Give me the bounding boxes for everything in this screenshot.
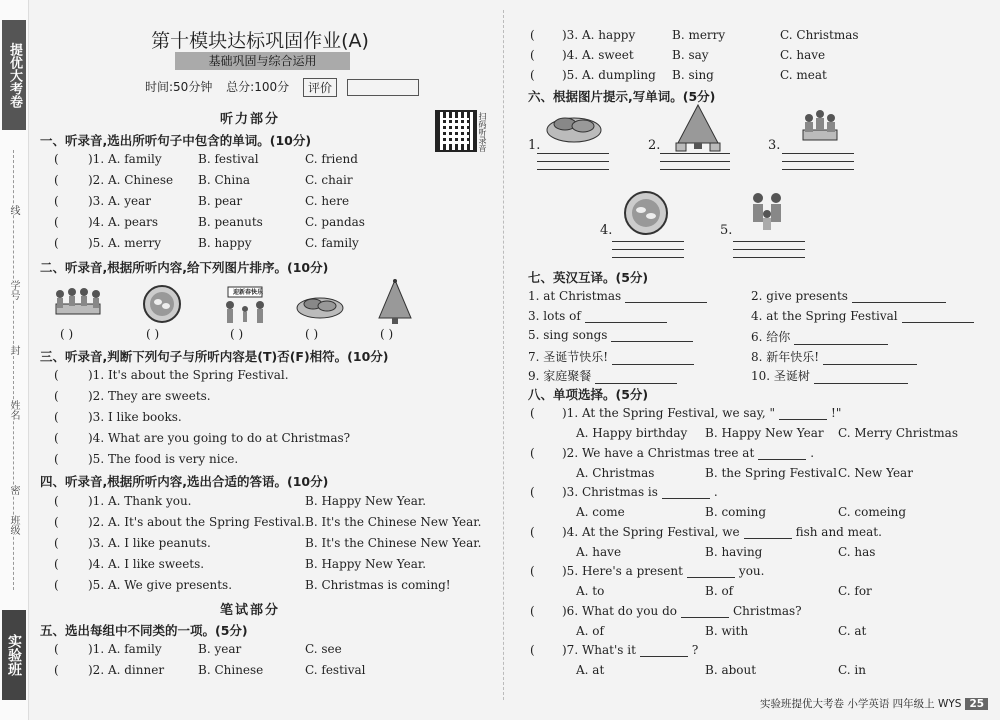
choice-c: C. friend	[305, 152, 358, 166]
answer-paren[interactable]: (	[54, 642, 59, 656]
time-limit: 时间:50分钟	[145, 80, 213, 94]
section-1-title: 一、听录音,选出所听句子中包含的单词。(10分)	[40, 133, 312, 148]
answer-blank[interactable]	[612, 364, 694, 365]
option-b: B. having	[705, 544, 763, 559]
option-a: A. come	[576, 505, 625, 519]
choice-a: )3. A. happy	[562, 28, 636, 42]
reply-a: )3. A. I like peanuts.	[88, 536, 211, 550]
statement: )5. The food is very nice.	[88, 452, 239, 466]
choice-c: C. have	[780, 48, 826, 62]
pic-num-1: 1.	[528, 138, 541, 153]
answer-blank[interactable]	[852, 302, 946, 303]
answer-paren[interactable]: (	[54, 173, 59, 187]
option-a: A. of	[576, 623, 604, 638]
choice-b: B. say	[672, 48, 709, 62]
option-c: C. New Year	[838, 465, 913, 480]
page-number: 25	[965, 698, 988, 710]
stem-text-end: you.	[738, 564, 765, 578]
choice-a: )1. A. family	[88, 152, 162, 166]
reply-b: B. It's the Chinese New Year.	[305, 536, 482, 550]
choice-a: )2. A. dinner	[88, 663, 165, 677]
option-a: A. Happy birthday	[576, 426, 688, 440]
page-divider	[503, 10, 504, 700]
translate-item	[528, 289, 707, 303]
translate-prompt: 3. lots of	[528, 308, 581, 323]
option-c: C. Merry Christmas	[838, 426, 958, 440]
stem-text: )2. We have a Christmas tree at	[562, 445, 755, 460]
stem-text-end: .	[713, 485, 718, 499]
brand-label-bottom: 实验班	[2, 610, 26, 700]
translate-item	[528, 328, 693, 342]
answer-lines-4[interactable]	[612, 234, 684, 258]
stem-text-end: ?	[691, 643, 699, 657]
answer-lines-3[interactable]	[782, 146, 854, 170]
answer-paren[interactable]: (	[54, 494, 59, 508]
section-6-title: 六、根据图片提示,写单词。(5分)	[528, 89, 716, 104]
section-8-title: 八、单项选择。(5分)	[528, 387, 649, 402]
right-page	[520, 0, 960, 720]
answer-paren[interactable]: (	[54, 663, 59, 677]
choice-b: B. festival	[198, 152, 259, 166]
statement: )3. I like books.	[88, 410, 182, 424]
binding-sidebar	[0, 0, 29, 720]
total-score: 总分:100分	[226, 80, 290, 94]
eval-label: 评价	[303, 78, 337, 97]
translate-item	[528, 309, 667, 323]
family-photo-pic	[748, 190, 788, 238]
choice-c: C. family	[305, 236, 359, 250]
answer-blank[interactable]	[585, 322, 667, 323]
order-blank-2[interactable]: ( )	[146, 327, 160, 341]
answer-paren[interactable]: (	[54, 194, 59, 208]
tf-paren[interactable]: (	[54, 389, 59, 403]
translate-item	[751, 289, 946, 303]
option-a: A. Christmas	[576, 465, 655, 480]
order-blank-4[interactable]: ( )	[305, 327, 319, 341]
answer-paren[interactable]: (	[54, 236, 59, 250]
pic-num-2: 2.	[648, 138, 661, 153]
answer-blank[interactable]	[814, 383, 908, 384]
section-2-title: 二、听录音,根据所听内容,给下列图片排序。(10分)	[40, 260, 329, 275]
translate-item	[751, 367, 908, 384]
brand-label-top: 提优大考卷	[2, 20, 26, 130]
answer-lines-2[interactable]	[660, 146, 730, 170]
choice-c: C. here	[305, 194, 350, 208]
footer-text: 实验班提优大考卷 小学英语 四年级上 WYS	[760, 698, 962, 710]
choice-c: C. chair	[305, 173, 353, 187]
answer-blank[interactable]	[640, 656, 688, 657]
answer-blank[interactable]	[779, 419, 827, 420]
answer-blank[interactable]	[687, 577, 735, 578]
reply-a: )5. A. We give presents.	[88, 578, 233, 592]
choice-a: )2. A. Chinese	[88, 173, 174, 187]
tf-paren[interactable]: (	[54, 431, 59, 445]
answer-blank[interactable]	[662, 498, 710, 499]
sidebar-label-student-id: 学号	[8, 280, 19, 300]
translate-prompt: 10. 圣诞树	[751, 369, 810, 383]
question-stem	[562, 643, 698, 657]
option-c: C. in	[838, 663, 866, 677]
choice-c: C. see	[305, 642, 342, 656]
option-a: A. at	[576, 663, 605, 677]
stem-text-end: Christmas?	[732, 603, 802, 618]
translate-item	[751, 348, 917, 365]
answer-paren[interactable]: (	[530, 564, 535, 578]
stem-text: )4. At the Spring Festival, we	[562, 524, 740, 539]
choice-b: B. happy	[198, 236, 252, 250]
reply-b: B. Happy New Year.	[305, 494, 427, 508]
left-page	[40, 0, 487, 720]
reply-a: )1. A. Thank you.	[88, 494, 192, 508]
translate-prompt: 9. 家庭聚餐	[528, 369, 592, 383]
option-b: B. Happy New Year	[705, 426, 824, 440]
answer-blank[interactable]	[611, 341, 693, 342]
answer-blank[interactable]	[823, 364, 917, 365]
sidebar-label-secret: 密	[8, 485, 19, 495]
answer-blank[interactable]	[625, 302, 707, 303]
section-4-title: 四、听录音,根据所听内容,选出合适的答语。(10分)	[40, 474, 329, 489]
answer-paren[interactable]: (	[54, 557, 59, 571]
stem-text: )5. Here's a present	[562, 564, 683, 578]
stem-text-end: .	[810, 445, 815, 460]
answer-paren[interactable]: (	[530, 445, 535, 460]
answer-blank[interactable]	[794, 344, 888, 345]
statement: )1. It's about the Spring Festival.	[88, 368, 289, 382]
exam-meta	[145, 78, 429, 97]
eval-box[interactable]	[347, 79, 419, 96]
answer-lines-5[interactable]	[733, 234, 805, 258]
question-stem	[562, 446, 814, 460]
qr-label: 扫码听录音	[478, 112, 487, 152]
question-stem	[562, 485, 718, 499]
peanuts-image	[295, 292, 345, 324]
tf-paren[interactable]: (	[54, 410, 59, 424]
writing-section-head: 笔试部分	[220, 603, 281, 618]
reply-b: B. Happy New Year.	[305, 557, 427, 571]
answer-paren[interactable]: (	[530, 68, 535, 82]
answer-paren[interactable]: (	[530, 603, 535, 618]
translate-prompt: 7. 圣诞节快乐!	[528, 349, 609, 364]
answer-blank[interactable]	[681, 617, 729, 618]
stem-text: )6. What do you do	[562, 603, 677, 618]
translate-prompt: 6. 给你	[751, 330, 791, 344]
question-stem	[562, 525, 882, 539]
choice-b: B. sing	[672, 68, 714, 82]
choice-a: )5. A. dumpling	[562, 68, 656, 82]
translate-prompt: 5. sing songs	[528, 328, 608, 342]
question-stem	[562, 604, 802, 618]
choice-a: )3. A. year	[88, 194, 152, 208]
reply-b: B. Christmas is coming!	[305, 578, 451, 592]
answer-paren[interactable]: (	[530, 524, 535, 539]
choice-c: C. pandas	[305, 215, 365, 229]
christmas-tree-image	[375, 278, 415, 330]
choice-b: B. merry	[672, 28, 726, 42]
choice-a: )5. A. merry	[88, 236, 161, 250]
section-3-title: 三、听录音,判断下列句子与所听内容是(T)否(F)相符。(10分)	[40, 349, 389, 364]
order-blank-5[interactable]: ( )	[380, 327, 394, 341]
reply-a: )4. A. I like sweets.	[88, 557, 205, 571]
sidebar-label-line: 线	[8, 205, 19, 215]
tf-paren[interactable]: (	[54, 368, 59, 382]
option-c: C. has	[838, 544, 876, 559]
stem-text: )7. What's it	[562, 643, 636, 657]
option-c: C. comeing	[838, 505, 907, 519]
translate-item	[751, 309, 974, 323]
option-b: B. coming	[705, 505, 767, 519]
dumplings-plate-image	[142, 284, 182, 328]
statement: )2. They are sweets.	[88, 389, 211, 403]
answer-paren[interactable]: (	[530, 28, 535, 42]
choice-b: B. China	[198, 173, 251, 187]
answer-paren[interactable]: (	[54, 515, 59, 529]
answer-paren[interactable]: (	[54, 152, 59, 166]
family-dinner-image	[50, 282, 106, 328]
stem-text-end: fish and meat.	[795, 524, 882, 539]
option-c: C. for	[838, 584, 872, 598]
answer-blank[interactable]	[902, 322, 974, 323]
option-b: B. of	[705, 584, 734, 598]
page-footer	[760, 696, 988, 711]
translate-prompt: 1. at Christmas	[528, 289, 622, 303]
option-a: A. have	[576, 544, 622, 559]
stem-text-end: !"	[831, 406, 842, 420]
answer-paren[interactable]: (	[54, 536, 59, 550]
choice-c: C. festival	[305, 663, 366, 677]
answer-paren[interactable]: (	[530, 48, 535, 62]
translate-prompt: 2. give presents	[751, 289, 848, 303]
choice-b: B. pear	[198, 194, 243, 208]
option-b: B. about	[705, 663, 757, 677]
statement: )4. What are you going to do at Christmas?	[88, 431, 351, 445]
section-7-title: 七、英汉互译。(5分)	[528, 270, 649, 285]
greeting-banner: 迎新春快乐	[233, 289, 264, 296]
translate-item	[751, 328, 888, 345]
answer-lines-1[interactable]	[537, 146, 609, 170]
answer-paren[interactable]: (	[530, 485, 535, 499]
option-b: B. the Spring Festival	[705, 465, 837, 480]
pic-num-5: 5.	[720, 223, 733, 238]
order-blank-3[interactable]: ( )	[230, 327, 244, 341]
stem-text: )3. Christmas is	[562, 485, 658, 499]
pic-num-4: 4.	[600, 223, 613, 238]
section-5-title: 五、选出每组中不同类的一项。(5分)	[40, 623, 248, 638]
choice-b: B. Chinese	[198, 663, 264, 677]
tf-paren[interactable]: (	[54, 452, 59, 466]
choice-b: B. peanuts	[198, 215, 263, 229]
choice-c: C. Christmas	[780, 28, 859, 42]
choice-c: C. meat	[780, 68, 827, 82]
peanuts-pic	[545, 110, 603, 148]
translate-prompt: 8. 新年快乐!	[751, 349, 820, 364]
choice-a: )4. A. sweet	[562, 48, 634, 62]
answer-paren[interactable]: (	[530, 406, 535, 420]
question-stem	[562, 564, 764, 578]
option-c: C. at	[838, 623, 867, 638]
listening-section-head: 听力部分	[220, 112, 281, 127]
answer-paren[interactable]: (	[530, 643, 535, 657]
page-title: 第十模块达标巩固作业(A)	[151, 30, 369, 52]
dumplings-plate-pic	[623, 190, 669, 240]
answer-blank[interactable]	[595, 383, 677, 384]
choice-b: B. year	[198, 642, 242, 656]
reply-b: B. It's the Chinese New Year.	[305, 515, 482, 529]
reply-a: )2. A. It's about the Spring Festival.	[88, 515, 305, 529]
option-b: B. with	[705, 623, 749, 638]
order-blank-1[interactable]: ( )	[60, 327, 74, 341]
qr-code-icon[interactable]	[435, 110, 477, 152]
translate-item	[528, 367, 677, 384]
answer-paren[interactable]: (	[54, 215, 59, 229]
stem-text: )1. At the Spring Festival, we say, "	[562, 406, 776, 420]
translate-item	[528, 348, 694, 365]
sidebar-label-class: 班级	[8, 515, 19, 535]
translate-prompt: 4. at the Spring Festival	[751, 308, 898, 323]
page-subtitle: 基础巩固与综合运用	[175, 52, 350, 70]
sidebar-label-seal: 封	[8, 345, 19, 355]
question-stem	[562, 406, 841, 420]
pic-num-3: 3.	[768, 138, 781, 153]
choice-a: )1. A. family	[88, 642, 162, 656]
answer-blank[interactable]	[744, 538, 792, 539]
answer-paren[interactable]: (	[54, 578, 59, 592]
sidebar-label-name: 姓名	[8, 400, 19, 420]
answer-blank[interactable]	[758, 459, 806, 460]
choice-a: )4. A. pears	[88, 215, 159, 229]
option-a: A. to	[576, 584, 605, 598]
